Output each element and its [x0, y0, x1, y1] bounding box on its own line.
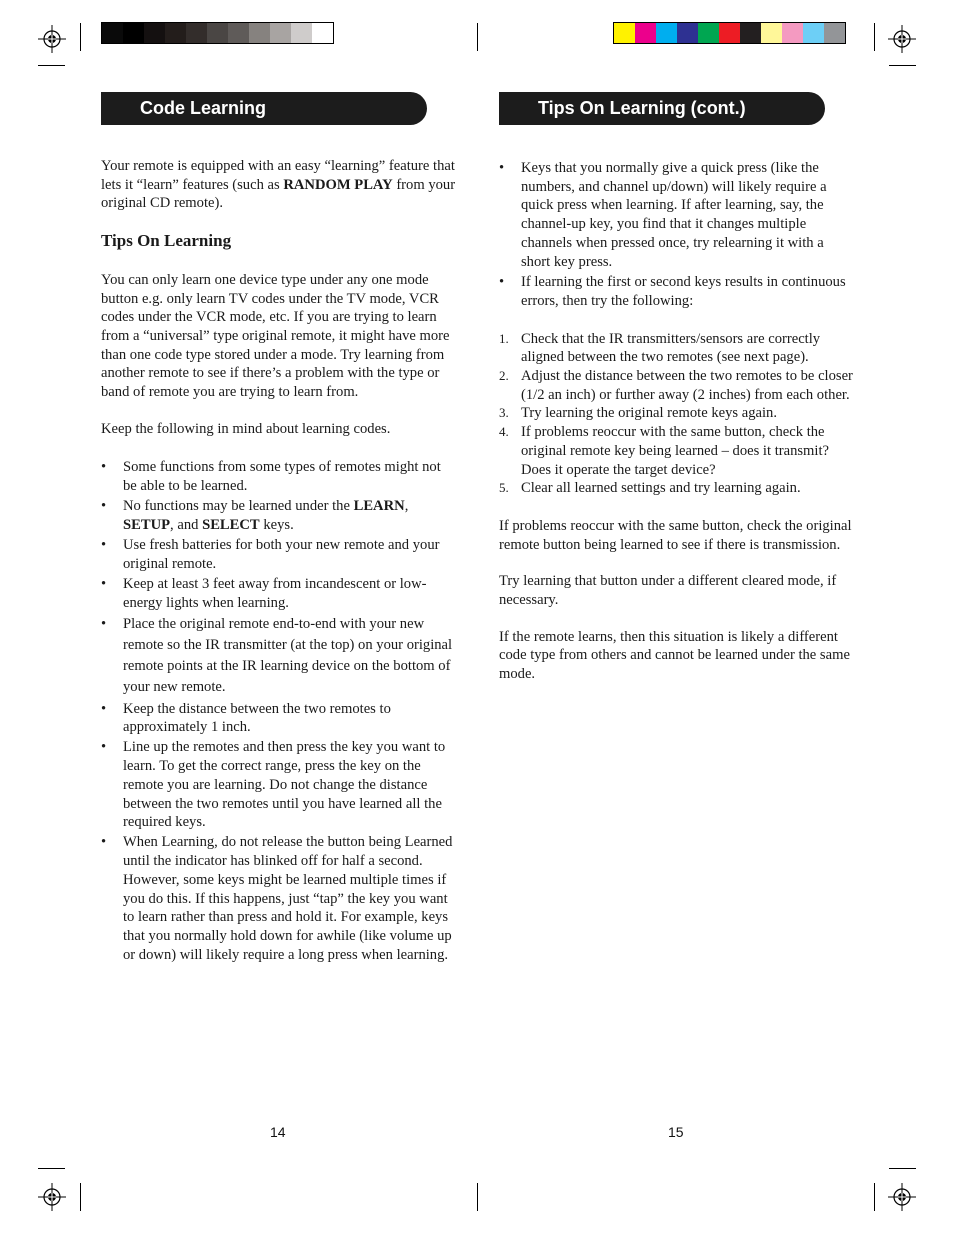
list-item: • Keep the distance between the two remotes to approximately 1 inch. [101, 700, 457, 737]
intro-paragraph [101, 157, 457, 213]
reoccur-paragraph: If problems reoccur with the same button, check the original remote button being learned to see if there is transmission. [499, 517, 852, 553]
crop-line [80, 1183, 81, 1211]
device-type-paragraph: You can only learn one device type under any one mode button e.g. only learn TV codes under the TV mode, VCR codes under the VCR mode, etc. If you are trying to learn from a “universal” type original remote, it might have more than one code type stored under a mode. Try learning from another remote to see if there’s a problem with the type or band of remote you are trying to learn from. [101, 271, 450, 401]
color-swatch-0 [614, 23, 635, 43]
list-item: • Place the original remote end-to-end with your new remote so the IR transmitter (at the top) on your original remote points at the IR learning device on the bottom of your new remote. [101, 614, 457, 698]
gray-swatch-8 [270, 23, 291, 43]
crop-line [38, 1168, 65, 1169]
list-item-text: keys. [259, 517, 294, 534]
key-name-learn: LEARN [353, 498, 405, 515]
tips-subheading: Tips On Learning [101, 231, 232, 251]
registration-mark-icon [888, 25, 916, 53]
gray-swatch-2 [144, 23, 165, 43]
step-number: 1. [499, 330, 509, 346]
step-text: Try learning the original remote keys again. [521, 405, 778, 422]
gray-swatch-10 [312, 23, 333, 43]
registration-mark-icon [38, 25, 66, 53]
gray-swatch-9 [291, 23, 312, 43]
grayscale-swatch-strip [101, 22, 334, 44]
crop-line [477, 1183, 478, 1211]
crop-line [38, 65, 65, 66]
section-header-tips-cont: Tips On Learning (cont.) [499, 92, 825, 125]
list-item-text: , and [170, 517, 203, 534]
left-page-body [101, 157, 457, 966]
list-item: • If learning the first or second keys results in continuous errors, then try the following: [499, 273, 855, 310]
step-item [499, 367, 855, 404]
learning-tips-list [101, 458, 457, 964]
quick-press-tips-list [499, 159, 855, 311]
color-swatch-2 [656, 23, 677, 43]
crop-line [889, 65, 916, 66]
cleared-mode-paragraph: Try learning that button under a different cleared mode, if necessary. [499, 573, 837, 609]
step-number: 4. [499, 424, 509, 440]
color-swatch-4 [698, 23, 719, 43]
list-item-text: , [404, 498, 409, 515]
crop-line [477, 23, 478, 51]
step-item [499, 330, 855, 367]
registration-mark-icon [38, 1183, 66, 1211]
list-item: • Some functions from some types of remotes might not be able to be learned. [101, 458, 457, 495]
step-text: Clear all learned settings and try learning again. [521, 480, 801, 497]
color-swatch-3 [677, 23, 698, 43]
troubleshooting-steps [499, 330, 855, 498]
gray-swatch-3 [165, 23, 186, 43]
crop-line [889, 1168, 916, 1169]
keep-in-mind-paragraph: Keep the following in mind about learning codes. [101, 420, 391, 437]
step-item [499, 404, 855, 423]
step-text: If problems reoccur with the same button, check the original remote key being learned – does it transmit? Does it operate the target device? [521, 424, 829, 478]
registration-mark-icon [888, 1183, 916, 1211]
gray-swatch-4 [186, 23, 207, 43]
color-swatch-8 [782, 23, 803, 43]
crop-line [874, 23, 875, 51]
step-text: Adjust the distance between the two remotes to be closer (1/2 an inch) or further away (2 inches) from each other. [521, 368, 853, 403]
gray-swatch-6 [228, 23, 249, 43]
step-text: Check that the IR transmitters/sensors are correctly aligned between the two remotes (see next page). [521, 330, 821, 366]
section-header-code-learning: Code Learning [101, 92, 427, 125]
intro-bold-term: RANDOM PLAY [283, 176, 393, 193]
crop-line [874, 1183, 875, 1211]
page-number-left: 14 [270, 1124, 286, 1140]
step-item [499, 423, 855, 479]
right-page-body [499, 159, 855, 684]
list-item: • Use fresh batteries for both your new remote and your original remote. [101, 536, 457, 573]
color-swatch-5 [719, 23, 740, 43]
list-item [101, 497, 457, 534]
page-number-right: 15 [668, 1124, 684, 1140]
color-swatch-6 [740, 23, 761, 43]
color-swatch-strip [613, 22, 846, 44]
list-item-text: No functions may be learned under the [123, 498, 354, 515]
key-name-setup: SETUP [123, 517, 171, 534]
step-item [499, 479, 855, 498]
step-number: 2. [499, 368, 509, 384]
intro-text: Your remote is equipped with an easy “learning” feature that lets it “learn” features (such as [101, 158, 455, 193]
list-item: • Line up the remotes and then press the key you want to learn. To get the correct range, press the key on the remote you are learning. Do not change the distance between the two remotes until you have learned all the required keys. [101, 738, 457, 832]
color-swatch-7 [761, 23, 782, 43]
list-item: • Keep at least 3 feet away from incandescent or low-energy lights when learning. [101, 575, 457, 612]
key-name-select: SELECT [202, 517, 260, 534]
gray-swatch-7 [249, 23, 270, 43]
gray-swatch-1 [123, 23, 144, 43]
color-swatch-1 [635, 23, 656, 43]
intro-text-end: from your original CD remote). [101, 176, 456, 212]
gray-swatch-0 [102, 23, 123, 43]
list-item: • Keys that you normally give a quick press (like the numbers, and channel up/down) will likely require a quick press when learning. If after learning, say, the channel-up key, you find that it changes multiple channels when pressed once, try relearning it with a short key press. [499, 159, 855, 271]
step-number: 3. [499, 405, 509, 421]
step-number: 5. [499, 480, 509, 496]
color-swatch-9 [803, 23, 824, 43]
code-type-paragraph: If the remote learns, then this situation is likely a different code type from others and cannot be learned under the same mode. [499, 628, 850, 683]
color-swatch-10 [824, 23, 845, 43]
list-item: • When Learning, do not release the button being Learned until the indicator has blinked off for half a second. However, some keys might be learned multiple times if you do this. If this happens, just “tap” the key you want to learn rather than press and hold it. For example, keys that you normally hold down for awhile (like volume up or down) will likely require a long press when learning. [101, 833, 457, 964]
gray-swatch-5 [207, 23, 228, 43]
crop-line [80, 23, 81, 51]
